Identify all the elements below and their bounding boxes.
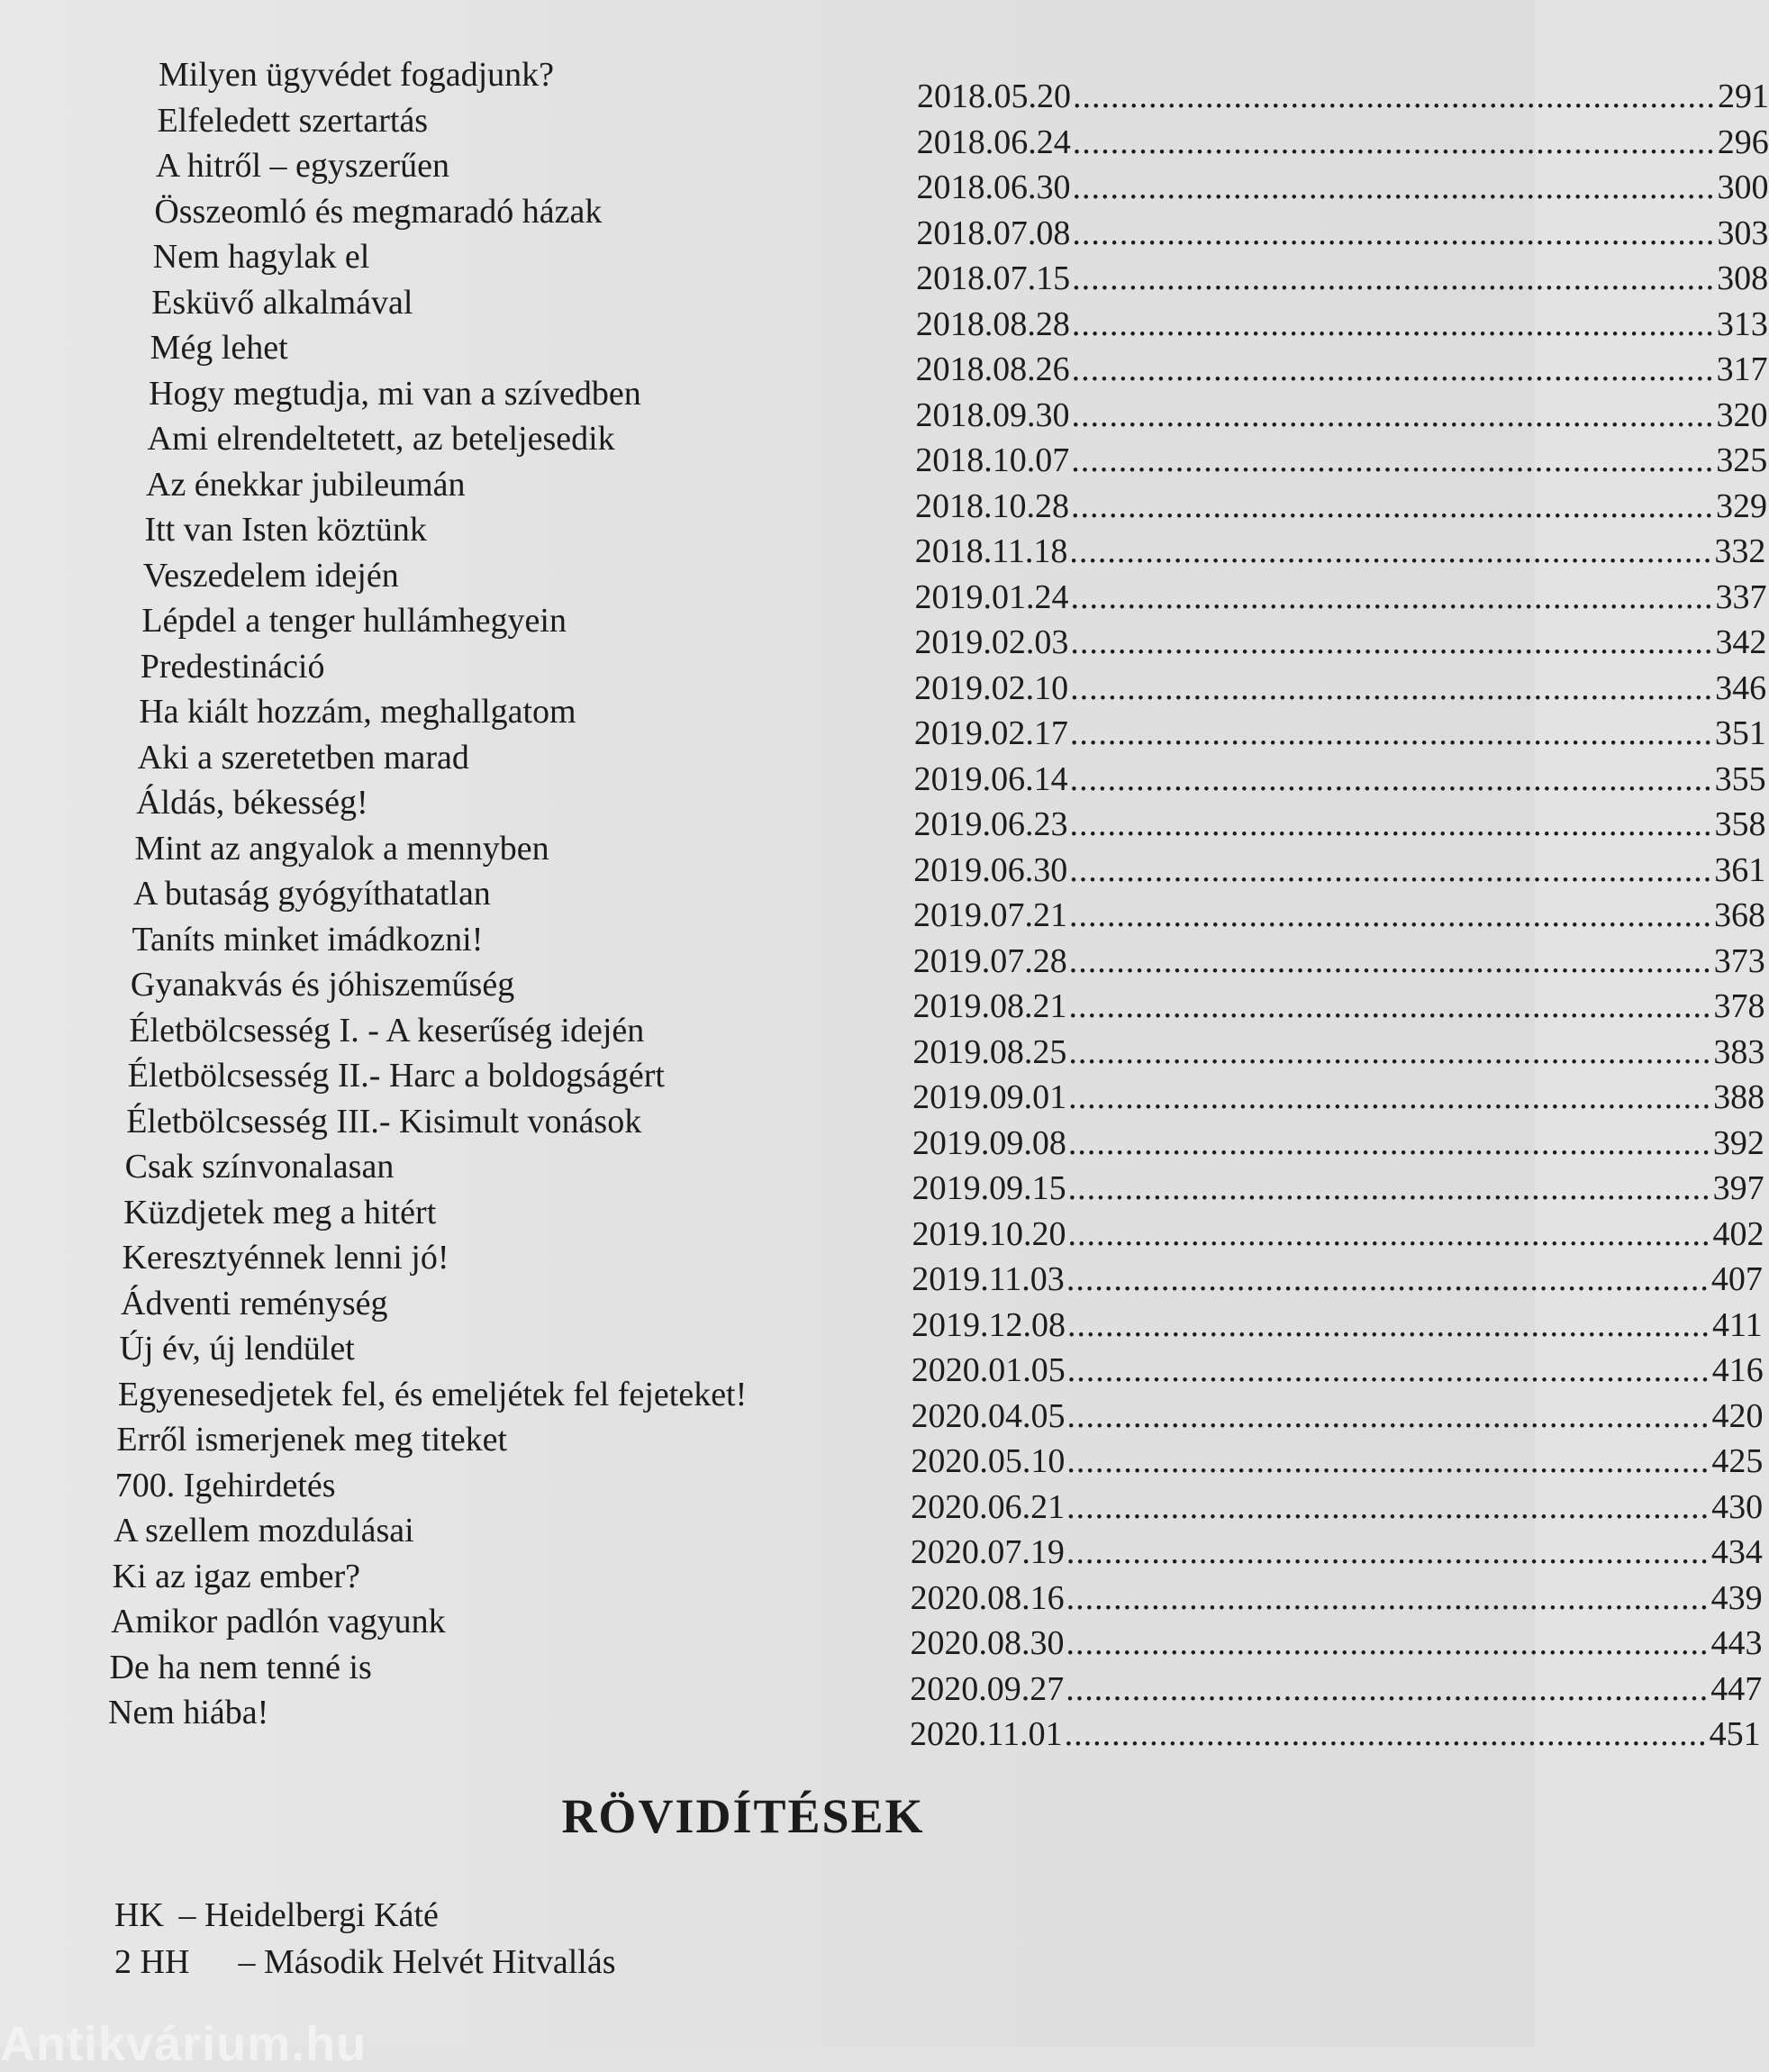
toc-leader-dots: .................................................................... bbox=[1066, 1533, 1710, 1571]
toc-entry-title: Új év, új lendület bbox=[119, 1330, 355, 1368]
toc-entry-title: Az énekkar jubileumán bbox=[146, 465, 466, 504]
table-of-contents bbox=[108, 52, 1769, 1753]
toc-entry-date: 2020.08.30 bbox=[910, 1624, 1065, 1662]
toc-leader-dots: .................................................................... bbox=[1068, 1032, 1712, 1071]
toc-entry-page-number: 378 bbox=[1713, 987, 1765, 1025]
toc-leader-dots: .................................................................... bbox=[1072, 214, 1716, 252]
toc-entry-reference bbox=[910, 1712, 1761, 1757]
toc-entry-page-number: 346 bbox=[1715, 668, 1767, 707]
toc-entry-date: 2020.05.10 bbox=[911, 1442, 1066, 1480]
toc-leader-dots: .................................................................... bbox=[1071, 395, 1715, 434]
toc-entry-date: 2018.10.28 bbox=[915, 486, 1069, 525]
toc-entry-date: 2019.06.30 bbox=[913, 850, 1068, 889]
toc-entry-date: 2020.07.19 bbox=[910, 1533, 1065, 1571]
toc-leader-dots: .................................................................... bbox=[1066, 1260, 1710, 1298]
toc-entry-page-number: 361 bbox=[1714, 850, 1766, 889]
toc-entry bbox=[108, 52, 1769, 115]
abbreviations-heading: RÖVIDÍTÉSEK bbox=[561, 1789, 925, 1843]
toc-entry bbox=[108, 325, 1768, 388]
toc-entry bbox=[108, 1144, 1764, 1207]
toc-entry-date: 2019.08.25 bbox=[912, 1032, 1067, 1071]
toc-entry-page-number: 325 bbox=[1716, 441, 1768, 479]
toc-entry-page-number: 337 bbox=[1715, 577, 1767, 616]
abbreviation-item bbox=[114, 1939, 615, 1986]
toc-entry-title: 700. Igehirdetés bbox=[114, 1466, 336, 1504]
toc-entry-date: 2019.10.20 bbox=[912, 1214, 1066, 1253]
toc-leader-dots: .................................................................... bbox=[1072, 168, 1716, 206]
toc-entry bbox=[108, 280, 1768, 343]
toc-entry-page-number: 434 bbox=[1710, 1533, 1763, 1571]
toc-entry bbox=[108, 189, 1769, 252]
toc-entry-title: Taníts minket imádkozni! bbox=[132, 920, 484, 959]
toc-entry bbox=[108, 917, 1765, 980]
toc-entry-page-number: 430 bbox=[1711, 1487, 1764, 1526]
toc-entry-page-number: 342 bbox=[1715, 623, 1767, 661]
abbreviation-separator: – bbox=[238, 1943, 256, 1981]
toc-entry bbox=[108, 1008, 1765, 1071]
toc-entry-title: Csak színvonalasan bbox=[124, 1148, 395, 1186]
toc-entry-page-number: 407 bbox=[1710, 1260, 1763, 1298]
toc-entry-page-number: 397 bbox=[1712, 1169, 1764, 1207]
toc-entry-page-number: 308 bbox=[1717, 259, 1769, 297]
toc-entry-title: De ha nem tenné is bbox=[109, 1648, 372, 1686]
toc-entry bbox=[108, 143, 1769, 206]
toc-entry bbox=[108, 1508, 1763, 1571]
toc-entry-page-number: 425 bbox=[1711, 1442, 1764, 1480]
toc-entry-date: 2019.09.01 bbox=[912, 1078, 1067, 1116]
toc-entry-date: 2019.06.23 bbox=[913, 805, 1068, 843]
toc-entry-title: Életbölcsesség II.- Harc a boldogságért bbox=[127, 1057, 665, 1095]
toc-entry-page-number: 358 bbox=[1714, 805, 1766, 843]
toc-entry-title: Ádventi reménység bbox=[121, 1284, 388, 1322]
toc-entry-date: 2019.07.28 bbox=[912, 941, 1067, 980]
toc-entry bbox=[108, 644, 1767, 707]
toc-entry-title: Predestináció bbox=[140, 647, 325, 686]
toc-leader-dots: .................................................................... bbox=[1071, 304, 1715, 343]
toc-entry-date: 2019.06.14 bbox=[913, 759, 1068, 798]
toc-entry-date: 2019.02.03 bbox=[914, 623, 1069, 661]
toc-entry-title: Ki az igaz ember? bbox=[112, 1557, 360, 1595]
toc-leader-dots: .................................................................... bbox=[1068, 941, 1712, 980]
toc-entry bbox=[108, 1690, 1761, 1753]
toc-entry-title: Nem hiába! bbox=[108, 1694, 269, 1731]
toc-entry bbox=[108, 1463, 1764, 1526]
toc-entry-date: 2018.07.08 bbox=[916, 214, 1071, 252]
watermark-text: Antikvárium.hu bbox=[0, 2017, 367, 2071]
toc-entry-date: 2018.06.24 bbox=[916, 123, 1071, 161]
toc-entry-page-number: 332 bbox=[1714, 532, 1766, 570]
toc-leader-dots: .................................................................... bbox=[1068, 1078, 1712, 1116]
toc-entry bbox=[108, 780, 1766, 843]
toc-entry-page-number: 420 bbox=[1711, 1396, 1764, 1435]
toc-entry-page-number: 416 bbox=[1711, 1351, 1764, 1389]
toc-entry bbox=[108, 553, 1767, 616]
toc-leader-dots: .................................................................... bbox=[1070, 668, 1714, 707]
toc-entry bbox=[108, 1099, 1764, 1162]
toc-entry-page-number: 320 bbox=[1716, 395, 1768, 434]
toc-entry-date: 2018.07.15 bbox=[916, 259, 1071, 297]
toc-entry-page-number: 388 bbox=[1713, 1078, 1765, 1116]
toc-entry-title: Életbölcsesség III.- Kisimult vonások bbox=[126, 1102, 642, 1141]
toc-entry-date: 2020.08.16 bbox=[910, 1578, 1065, 1617]
toc-entry bbox=[108, 1235, 1763, 1298]
toc-entry bbox=[108, 1554, 1763, 1617]
abbreviation-item bbox=[114, 1892, 615, 1939]
toc-entry-page-number: 447 bbox=[1710, 1669, 1763, 1708]
toc-entry-page-number: 351 bbox=[1714, 714, 1766, 752]
toc-entry bbox=[108, 871, 1765, 934]
toc-entry bbox=[108, 826, 1766, 889]
toc-entry bbox=[108, 1053, 1765, 1116]
toc-entry-date: 2020.11.01 bbox=[910, 1715, 1063, 1753]
toc-entry bbox=[108, 598, 1767, 661]
toc-entry-page-number: 368 bbox=[1714, 896, 1765, 934]
toc-entry-date: 2019.12.08 bbox=[912, 1305, 1066, 1344]
toc-entry-date: 2018.08.28 bbox=[915, 304, 1070, 343]
toc-entry-title: Esküvő alkalmával bbox=[151, 283, 413, 322]
toc-entry-date: 2018.11.18 bbox=[914, 532, 1068, 570]
toc-leader-dots: .................................................................... bbox=[1069, 714, 1713, 752]
toc-leader-dots: .................................................................... bbox=[1067, 1214, 1711, 1253]
toc-entry-page-number: 329 bbox=[1716, 486, 1767, 525]
toc-entry-title: Mint az angyalok a mennyben bbox=[134, 829, 549, 868]
toc-entry-title: Hogy megtudja, mi van a szívedben bbox=[149, 374, 641, 413]
toc-entry-title: Ami elrendeltetett, az beteljesedik bbox=[147, 420, 615, 458]
toc-leader-dots: .................................................................... bbox=[1069, 850, 1713, 889]
toc-entry-page-number: 451 bbox=[1709, 1715, 1761, 1753]
toc-entry bbox=[108, 462, 1767, 525]
toc-entry-title: Küzdjetek meg a hitért bbox=[123, 1193, 437, 1231]
toc-leader-dots: .................................................................... bbox=[1072, 259, 1716, 297]
toc-entry-title: Összeomló és megmaradó házak bbox=[154, 192, 603, 231]
toc-entry-page-number: 383 bbox=[1713, 1032, 1765, 1071]
toc-leader-dots: .................................................................... bbox=[1070, 577, 1714, 616]
toc-leader-dots: .................................................................... bbox=[1073, 77, 1716, 115]
toc-entry bbox=[108, 962, 1765, 1025]
toc-entry-date: 2020.04.05 bbox=[911, 1396, 1066, 1435]
toc-entry bbox=[108, 507, 1766, 570]
toc-entry-date: 2019.09.15 bbox=[912, 1169, 1066, 1207]
toc-entry-date: 2020.06.21 bbox=[911, 1487, 1066, 1526]
toc-entry-date: 2019.09.08 bbox=[912, 1123, 1066, 1162]
toc-leader-dots: .................................................................... bbox=[1066, 1578, 1710, 1617]
abbreviations-list bbox=[114, 1892, 615, 1986]
toc-entry-page-number: 355 bbox=[1714, 759, 1766, 798]
toc-entry-title: Amikor padlón vagyunk bbox=[111, 1603, 446, 1640]
toc-entry-page-number: 296 bbox=[1717, 123, 1769, 161]
toc-entry-title: A hitről – egyszerűen bbox=[155, 147, 449, 185]
abbreviation-separator: – bbox=[178, 1896, 196, 1934]
toc-entry bbox=[108, 689, 1766, 752]
toc-leader-dots: .................................................................... bbox=[1068, 987, 1712, 1025]
toc-entry bbox=[108, 1599, 1763, 1662]
toc-entry bbox=[108, 1645, 1763, 1708]
toc-leader-dots: .................................................................... bbox=[1071, 441, 1715, 479]
toc-entry-page-number: 439 bbox=[1710, 1578, 1763, 1617]
toc-leader-dots: .................................................................... bbox=[1070, 623, 1714, 661]
toc-entry bbox=[108, 371, 1768, 434]
toc-leader-dots: .................................................................... bbox=[1069, 896, 1712, 934]
toc-entry-page-number: 373 bbox=[1713, 941, 1765, 980]
toc-entry bbox=[108, 1190, 1764, 1253]
toc-entry-date: 2018.10.07 bbox=[915, 441, 1070, 479]
toc-entry-title: Erről ismerjenek meg titeket bbox=[116, 1421, 508, 1459]
toc-entry-title: Keresztyénnek lenni jó! bbox=[122, 1239, 449, 1277]
abbreviation-meaning: Heidelbergi Káté bbox=[204, 1896, 439, 1934]
toc-entry-title: A butaság gyógyíthatatlan bbox=[133, 875, 491, 913]
toc-entry-page-number: 402 bbox=[1712, 1214, 1764, 1253]
toc-leader-dots: .................................................................... bbox=[1066, 1442, 1710, 1480]
toc-entry-title: Egyenesedjetek fel, és emeljétek fel fejeteket! bbox=[117, 1375, 748, 1413]
toc-entry-date: 2018.05.20 bbox=[917, 77, 1071, 115]
abbreviation-code: HK bbox=[114, 1896, 164, 1934]
toc-entry-title: Áldás, békesség! bbox=[136, 784, 368, 822]
toc-entry-date: 2018.08.26 bbox=[915, 350, 1070, 388]
toc-entry bbox=[108, 735, 1766, 798]
toc-entry-date: 2019.01.24 bbox=[914, 577, 1069, 616]
toc-entry-page-number: 392 bbox=[1712, 1123, 1764, 1162]
toc-entry-page-number: 313 bbox=[1716, 304, 1768, 343]
toc-entry-page-number: 443 bbox=[1710, 1624, 1763, 1662]
toc-entry-date: 2020.01.05 bbox=[911, 1351, 1066, 1389]
toc-entry-title: Nem hagylak el bbox=[152, 238, 370, 276]
toc-leader-dots: .................................................................... bbox=[1069, 759, 1713, 798]
toc-leader-dots: .................................................................... bbox=[1071, 350, 1715, 388]
toc-leader-dots: .................................................................... bbox=[1066, 1351, 1710, 1389]
toc-entry-title: Életbölcsesség I. - A keserűség idején bbox=[129, 1011, 645, 1050]
toc-entry-page-number: 291 bbox=[1718, 77, 1769, 115]
toc-entry-title: Milyen ügyvédet fogadjunk? bbox=[159, 56, 555, 94]
toc-leader-dots: .................................................................... bbox=[1067, 1169, 1711, 1207]
toc-entry bbox=[108, 1417, 1764, 1480]
toc-leader-dots: .................................................................... bbox=[1064, 1715, 1708, 1753]
toc-leader-dots: .................................................................... bbox=[1066, 1396, 1710, 1435]
toc-entry-date: 2019.02.10 bbox=[914, 668, 1069, 707]
toc-entry bbox=[108, 234, 1769, 297]
toc-entry-page-number: 411 bbox=[1712, 1305, 1763, 1344]
toc-entry-title: Veszedelem idején bbox=[142, 556, 399, 595]
toc-entry-page-number: 303 bbox=[1717, 214, 1769, 252]
toc-entry-date: 2019.11.03 bbox=[912, 1260, 1065, 1298]
toc-entry-title: Itt van Isten köztünk bbox=[144, 511, 427, 549]
toc-leader-dots: .................................................................... bbox=[1069, 532, 1713, 570]
abbreviation-meaning: Második Helvét Hitvallás bbox=[264, 1943, 616, 1981]
abbreviation-code: 2 HH bbox=[114, 1943, 190, 1981]
toc-leader-dots: .................................................................... bbox=[1067, 1305, 1710, 1344]
toc-entry-date: 2020.09.27 bbox=[910, 1669, 1065, 1708]
toc-entry-date: 2018.06.30 bbox=[916, 168, 1071, 206]
toc-entry-page-number: 300 bbox=[1717, 168, 1769, 206]
toc-entry bbox=[108, 98, 1769, 161]
toc-entry-date: 2019.07.21 bbox=[913, 896, 1067, 934]
toc-entry-title: Még lehet bbox=[150, 329, 288, 367]
toc-leader-dots: .................................................................... bbox=[1066, 1624, 1710, 1662]
toc-entry-title: Aki a szeretetben marad bbox=[137, 738, 469, 777]
toc-leader-dots: .................................................................... bbox=[1072, 123, 1716, 161]
toc-entry-title: Lépdel a tenger hullámhegyein bbox=[141, 602, 567, 640]
toc-leader-dots: .................................................................... bbox=[1066, 1487, 1710, 1526]
toc-entry-title: A szellem mozdulásai bbox=[113, 1512, 414, 1549]
toc-entry-date: 2019.02.17 bbox=[913, 714, 1068, 752]
toc-leader-dots: .................................................................... bbox=[1067, 1123, 1711, 1162]
toc-entry-page-number: 317 bbox=[1716, 350, 1768, 388]
toc-entry bbox=[108, 1326, 1764, 1389]
toc-entry-title: Elfeledett szertartás bbox=[157, 101, 429, 140]
toc-entry bbox=[108, 416, 1768, 479]
toc-entry-date: 2019.08.21 bbox=[912, 987, 1067, 1025]
toc-entry-title: Gyanakvás és jóhiszeműség bbox=[130, 966, 515, 1004]
toc-entry bbox=[108, 1281, 1763, 1344]
toc-entry-title: Ha kiált hozzám, meghallgatom bbox=[139, 693, 576, 731]
toc-leader-dots: .................................................................... bbox=[1066, 1669, 1710, 1708]
toc-entry-date: 2018.09.30 bbox=[915, 395, 1070, 434]
toc-leader-dots: .................................................................... bbox=[1069, 805, 1713, 843]
toc-entry bbox=[108, 1372, 1764, 1435]
toc-leader-dots: .................................................................... bbox=[1071, 486, 1714, 525]
